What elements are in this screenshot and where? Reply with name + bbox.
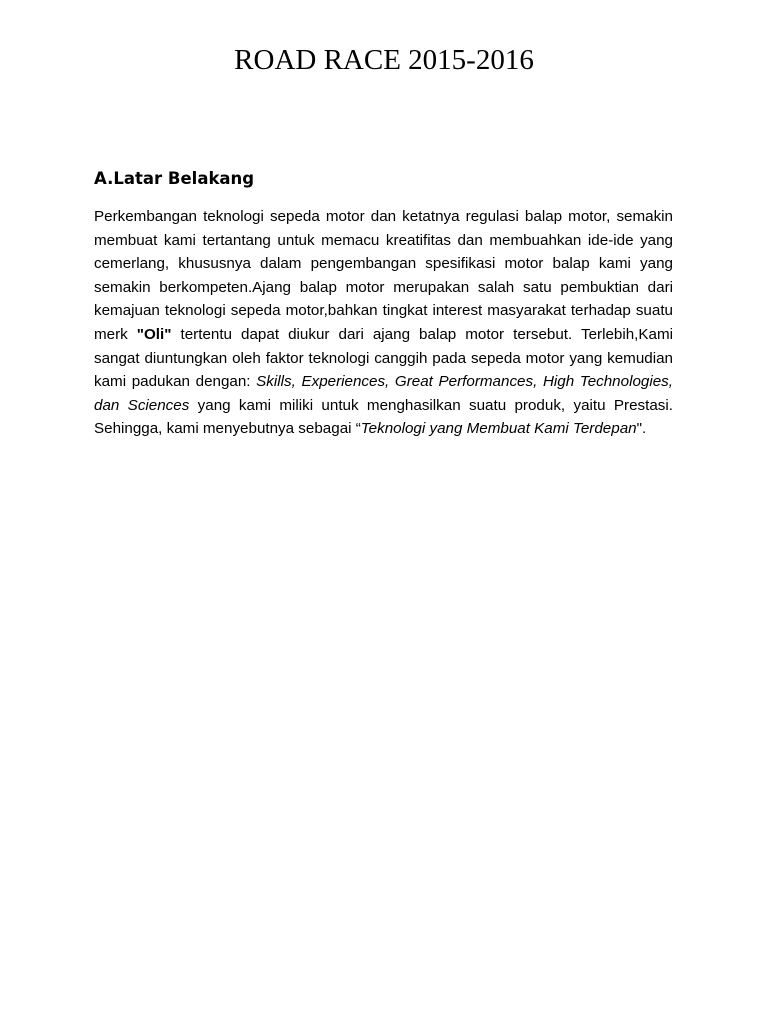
- paragraph-text-1: Perkembangan teknologi sepeda motor dan ketatnya regulasi balap motor, semakin membuat kami tertantang untuk memacu kreatifitas dan membuahkan ide-ide yang cemerlang, khususnya dalam pengembangan spesifikasi motor balap kami yang semakin berkompeten.Ajang balap motor merupakan salah satu pembuktian dari kemajuan teknologi sepeda motor,bahkan tingkat interest masyarakat terhadap suatu merk: [94, 208, 673, 343]
- slogan-italic: Teknologi yang Membuat Kami Terdepan: [360, 420, 637, 438]
- section-heading: A.Latar Belakang: [94, 169, 255, 188]
- body-paragraph: [94, 205, 673, 441]
- document-title: ROAD RACE 2015-2016: [234, 44, 534, 76]
- paragraph-text-end: ".: [636, 420, 647, 438]
- skills-list-italic: Skills, Experiences, Great Performances, High Technologies, dan Sciences: [94, 373, 673, 414]
- brand-term-oli: "Oli": [136, 325, 172, 343]
- paragraph-text-2: tertentu dapat diukur dari ajang balap motor tersebut. Terlebih,Kami sangat diuntungkan oleh faktor teknologi canggih pada sepeda motor yang kemudian kami padukan dengan:: [94, 325, 673, 391]
- paragraph-text-3: yang kami miliki untuk menghasilkan suatu produk, yaitu Prestasi. Sehingga, kami menyebutnya sebagai “: [94, 396, 673, 438]
